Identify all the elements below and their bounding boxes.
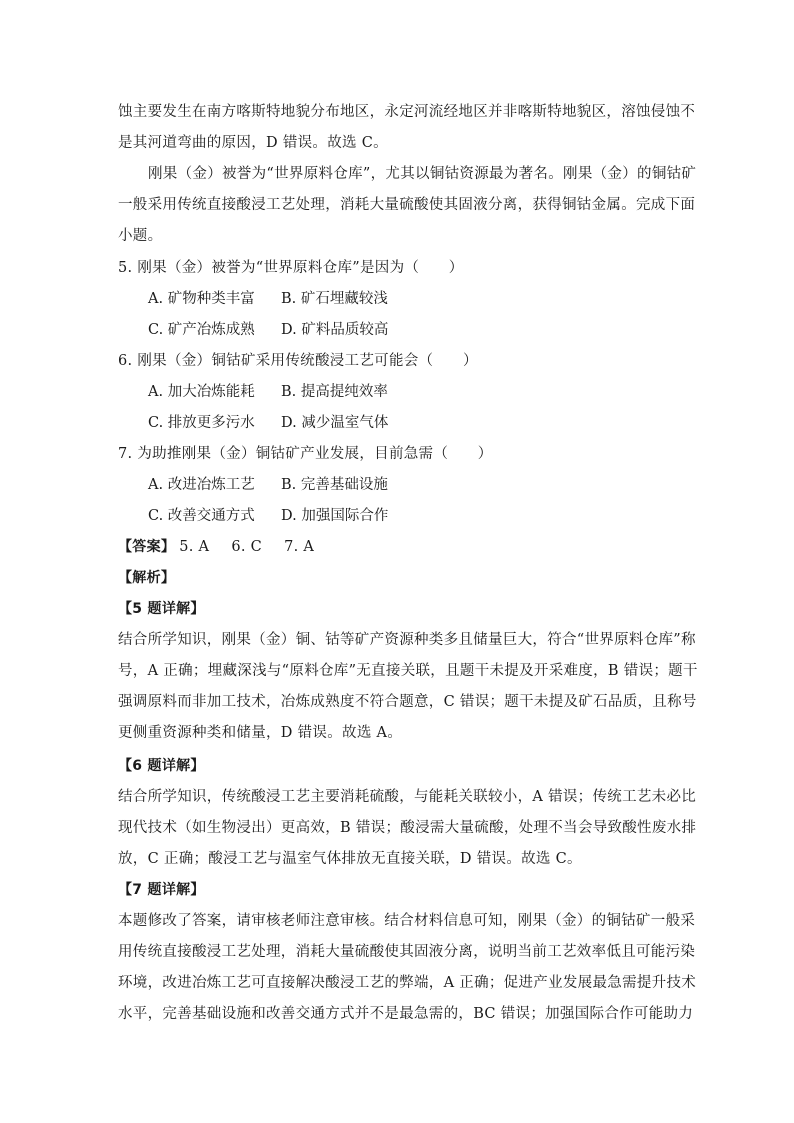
detail-line: 现代技术（如生物浸出）更高效，B 错误；酸浸需大量硫酸，处理不当会导致酸性废水排 bbox=[118, 820, 697, 836]
detail-heading: 【7 题详解】 bbox=[118, 882, 205, 898]
option-a: A. 加大冶炼能耗 bbox=[148, 384, 255, 400]
option-c: C. 排放更多污水 bbox=[148, 415, 255, 431]
option-a: A. 矿物种类丰富 bbox=[148, 291, 255, 307]
option-a: A. 改进冶炼工艺 bbox=[148, 477, 255, 493]
detail-line: 放，C 正确；酸浸工艺与温室气体排放无直接关联，D 错误。故选 C。 bbox=[118, 851, 582, 867]
answer-value: 5. A bbox=[179, 539, 210, 555]
detail-line: 结合所学知识，传统酸浸工艺主要消耗硫酸，与能耗关联较小，A 错误；传统工艺未必比 bbox=[118, 789, 697, 805]
answer-line bbox=[118, 537, 678, 557]
answer-label: 【答案】 bbox=[118, 539, 176, 555]
answer-value: 7. A bbox=[284, 539, 315, 555]
option-d: D. 加强国际合作 bbox=[281, 508, 389, 524]
option-b: B. 提高提纯效率 bbox=[281, 384, 388, 400]
detail-line: 更侧重资源种类和储量，D 错误。故选 A。 bbox=[118, 725, 403, 741]
detail-line: 用传统直接酸浸工艺处理，消耗大量硫酸使其固液分离，说明当前工艺效率低且可能污染 bbox=[118, 944, 696, 960]
detail-line: 强调原料而非加工技术，冶炼成熟度不符合题意，C 错误；题干未提及矿石品质，且称号 bbox=[118, 694, 697, 710]
question-stem: 7. 为助推刚果（金）铜钴矿产业发展，目前急需（ ） bbox=[118, 446, 493, 462]
paragraph-line: 是其河道弯曲的原因，D 错误。故选 C。 bbox=[118, 135, 388, 151]
option-b: B. 矿石埋藏较浅 bbox=[281, 291, 388, 307]
detail-line: 环境，改进冶炼工艺可直接解决酸浸工艺的弊端，A 正确；促进产业发展最急需提升技术 bbox=[118, 975, 697, 991]
detail-heading: 【6 题详解】 bbox=[118, 758, 205, 774]
question-stem: 6. 刚果（金）铜钴矿采用传统酸浸工艺可能会（ ） bbox=[118, 353, 478, 369]
detail-line: 号，A 正确；埋藏深浅与“原料仓库”无直接关联，且题干未提及开采难度，B 错误；题干 bbox=[118, 663, 698, 679]
question-stem: 5. 刚果（金）被誉为“世界原料仓库”是因为（ ） bbox=[118, 260, 464, 276]
answer-value: 6. C bbox=[231, 539, 263, 555]
intro-line: 一般采用传统直接酸浸工艺处理，消耗大量硫酸使其固液分离，获得铜钴金属。完成下面 bbox=[118, 197, 696, 213]
option-d: D. 矿料品质较高 bbox=[281, 322, 389, 338]
intro-line: 小题。 bbox=[118, 228, 163, 244]
option-d: D. 减少温室气体 bbox=[281, 415, 389, 431]
detail-line: 结合所学知识，刚果（金）铜、钴等矿产资源种类多且储量巨大，符合“世界原料仓库”称 bbox=[118, 632, 696, 648]
intro-line: 刚果（金）被誉为“世界原料仓库”，尤其以铜钴资源最为著名。刚果（金）的铜钴矿 bbox=[148, 166, 697, 182]
option-c: C. 改善交通方式 bbox=[148, 508, 255, 524]
analysis-heading: 【解析】 bbox=[118, 570, 176, 586]
detail-heading: 【5 题详解】 bbox=[118, 601, 205, 617]
detail-line: 水平，完善基础设施和改善交通方式并不是最急需的，BC 错误；加强国际合作可能助力 bbox=[118, 1006, 694, 1022]
detail-line: 本题修改了答案，请审核老师注意审核。结合材料信息可知，刚果（金）的铜钴矿一般采 bbox=[118, 913, 696, 929]
paragraph-line: 蚀主要发生在南方喀斯特地貌分布地区，永定河流经地区并非喀斯特地貌区，溶蚀侵蚀不 bbox=[118, 104, 696, 120]
option-b: B. 完善基础设施 bbox=[281, 477, 388, 493]
option-c: C. 矿产冶炼成熟 bbox=[148, 322, 255, 338]
